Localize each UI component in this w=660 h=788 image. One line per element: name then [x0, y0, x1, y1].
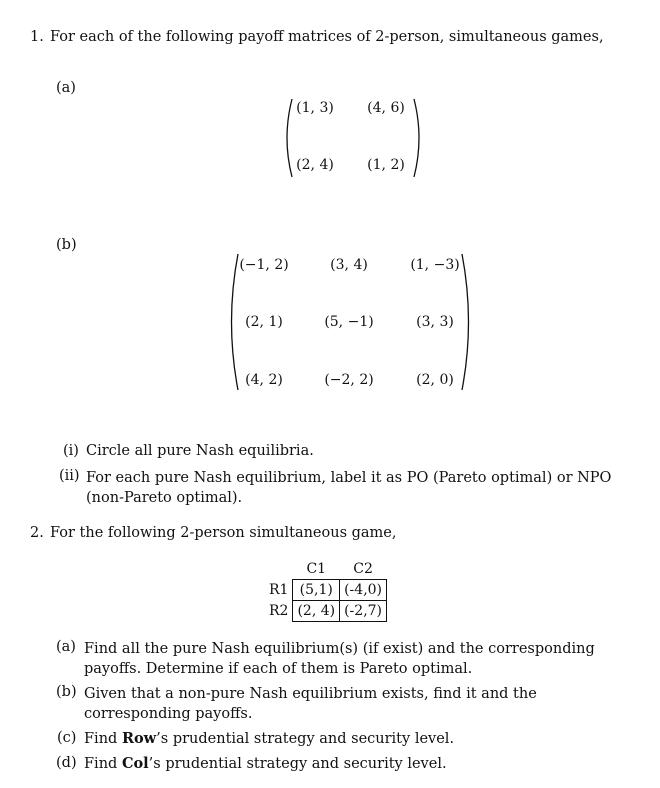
q2-part-label: (b)	[56, 684, 77, 700]
matrix-b-cell: (2, 1)	[245, 314, 283, 330]
q1-number: 1.	[30, 29, 44, 45]
matrix-a-cell: (2, 4)	[296, 157, 334, 173]
matrix-a-cell: (1, 2)	[367, 157, 405, 173]
matrix-b-cell: (−1, 2)	[239, 257, 289, 273]
matrix-b-cell: (2, 0)	[416, 372, 454, 388]
q2c-post: ’s prudential strategy and security level.	[156, 731, 455, 747]
payoff-cell: (2, 4)	[293, 601, 340, 622]
payoff-table	[265, 559, 387, 622]
q2c-bold: Row	[121, 730, 157, 747]
q2d-post: ’s prudential strategy and security level.	[148, 756, 447, 772]
q2-part-text	[84, 755, 447, 772]
q2-part-text: Given that a non-pure Nash equilibrium exists, find it and the corresponding payoffs.	[84, 686, 537, 722]
q1a-label: (a)	[56, 80, 76, 96]
matrix-b-cell: (−2, 2)	[324, 372, 374, 388]
matrix-a-cell: (1, 3)	[296, 100, 334, 116]
instruction-text: For each pure Nash equilibrium, label it as PO (Pareto optimal) or NPO (non-Pareto optimal).	[86, 470, 612, 506]
q2-stem: For the following 2-person simultaneous game,	[50, 525, 397, 541]
matrix-b-cell: (4, 2)	[245, 372, 283, 388]
matrix-b-cell: (5, −1)	[324, 314, 374, 330]
q2c-pre: Find	[84, 731, 122, 747]
matrix-a-cell: (4, 6)	[367, 100, 405, 116]
instruction-text: Circle all pure Nash equilibria.	[86, 443, 314, 459]
matrix-b-cell: (1, −3)	[410, 257, 460, 273]
instruction-label: (i)	[63, 443, 79, 459]
row-header: R2	[269, 603, 289, 619]
q2-part-label: (c)	[57, 730, 77, 746]
payoff-cell: (-4,0)	[340, 580, 387, 601]
payoff-cell: (-2,7)	[340, 601, 387, 622]
q2-part-text	[84, 730, 454, 747]
matrix-b-cell: (3, 3)	[416, 314, 454, 330]
col-header: C2	[353, 561, 373, 577]
q2-part-label: (d)	[56, 755, 77, 771]
q1b-label: (b)	[56, 237, 77, 253]
q2d-bold: Col	[121, 755, 149, 772]
q2-number: 2.	[30, 525, 44, 541]
payoff-cell: (5,1)	[293, 580, 340, 601]
q2d-pre: Find	[84, 756, 122, 772]
matrix-b-cell: (3, 4)	[330, 257, 368, 273]
instruction-label: (ii)	[59, 468, 80, 484]
row-header: R1	[269, 582, 289, 598]
q2-part-text: Find all the pure Nash equilibrium(s) (if exist) and the corresponding payoffs. Determine if each of them is Pareto optimal.	[84, 641, 595, 677]
col-header: C1	[306, 561, 327, 577]
q1-stem: For each of the following payoff matrices of 2-person, simultaneous games,	[50, 29, 604, 45]
q2-part-label: (a)	[56, 639, 76, 655]
